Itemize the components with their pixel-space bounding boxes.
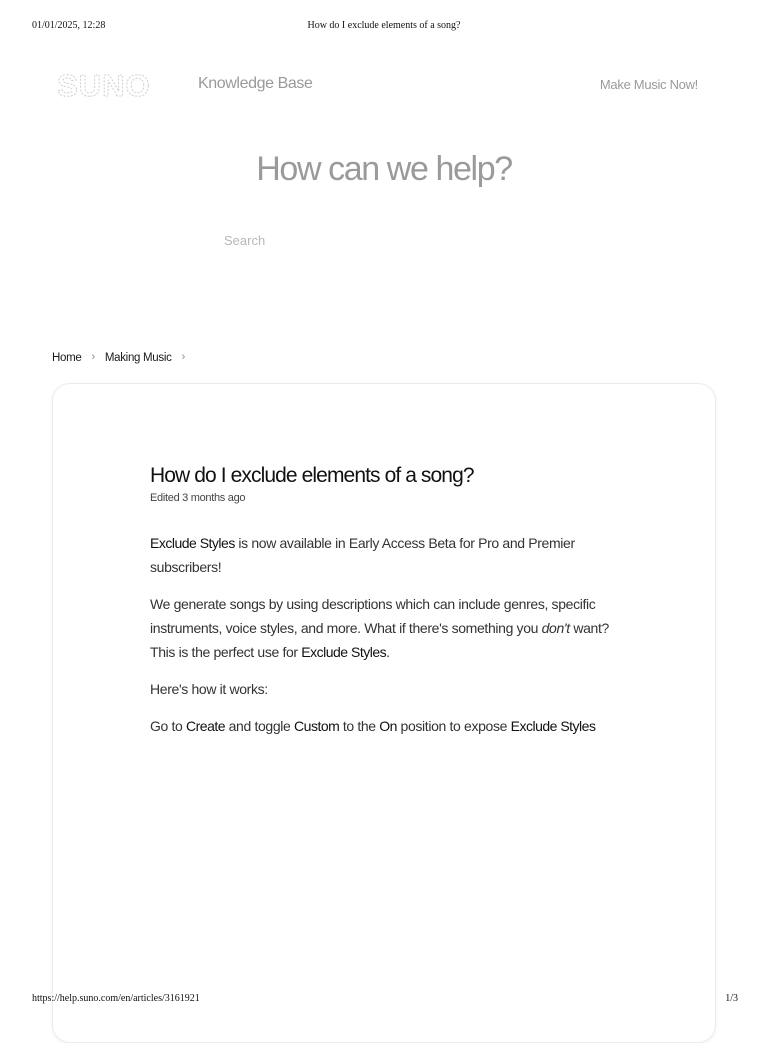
suno-logo-icon: [57, 68, 153, 102]
bold-text: Custom: [294, 718, 340, 734]
article-paragraph-1: [150, 531, 620, 579]
text: position to expose: [396, 718, 511, 734]
chevron-right-icon: ›: [181, 351, 185, 363]
breadcrumb-making-music[interactable]: Making Music: [104, 352, 172, 364]
italic-text: don't: [541, 620, 570, 636]
text: Go to: [150, 718, 187, 734]
text: .: [386, 644, 390, 660]
bold-text: On: [379, 718, 397, 734]
article: [150, 462, 620, 738]
bold-text: Create: [186, 718, 226, 734]
print-footer: [0, 993, 768, 1007]
text: and toggle: [225, 718, 295, 734]
search-input[interactable]: [212, 226, 556, 254]
bold-text: Exclude Styles: [510, 718, 596, 734]
suno-logo[interactable]: [57, 68, 153, 102]
page-number: 1/3: [725, 993, 738, 1004]
print-header: [0, 20, 768, 34]
article-paragraph-2: [150, 592, 620, 664]
print-title: How do I exclude elements of a song?: [307, 20, 461, 31]
chevron-right-icon: ›: [91, 351, 95, 363]
print-url: https://help.suno.com/en/articles/3161921: [32, 993, 200, 1004]
article-paragraph-4: [150, 714, 620, 738]
text: We generate songs by using descriptions which can include genres, specific instruments, voice styles, and more. What if there's something you: [150, 596, 596, 636]
article-title: How do I exclude elements of a song?: [150, 464, 474, 487]
print-date: 01/01/2025, 12:28: [32, 20, 106, 31]
knowledge-base-link[interactable]: Knowledge Base: [198, 75, 313, 92]
bold-text: Exclude Styles: [150, 535, 235, 551]
text: to the: [339, 718, 380, 734]
breadcrumb: [52, 352, 195, 364]
text: is now available in Early Access Beta for Pro and Premier subscribers!: [150, 535, 575, 575]
bold-text: Exclude Styles: [301, 644, 387, 660]
edited-timestamp: Edited 3 months ago: [150, 492, 246, 504]
hero-title: How can we help?: [256, 150, 512, 188]
breadcrumb-home[interactable]: Home: [52, 352, 82, 364]
text: want? This is the perfect use for: [150, 620, 609, 660]
article-paragraph-3: Here's how it works:: [150, 681, 268, 697]
logo-text: SUNO: [57, 68, 151, 102]
make-music-now-link[interactable]: Make Music Now!: [599, 77, 698, 92]
